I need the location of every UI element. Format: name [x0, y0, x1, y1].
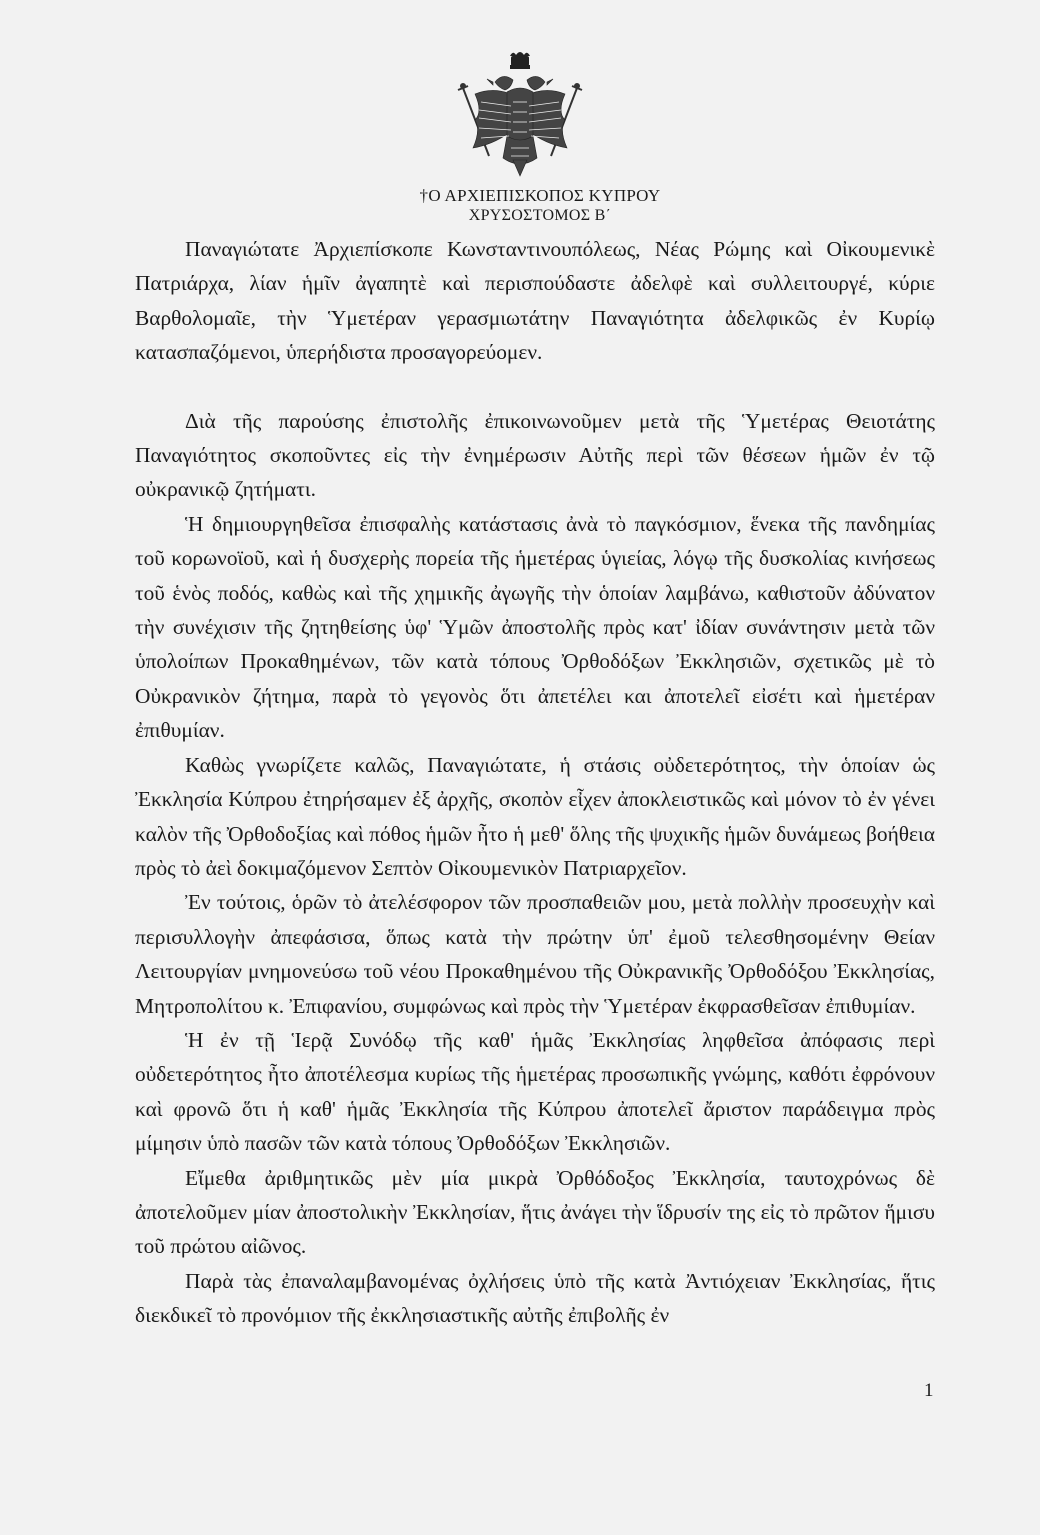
double-headed-eagle-icon: [455, 52, 585, 182]
paragraph-salutation: Παναγιώτατε Ἀρχιεπίσκοπε Κωνσταντινουπόλεως, Νέας Ρώμης καὶ Οἰκουμενικὲ Πατριάρχα, λίαν ἡμῖν ἀγαπητὲ καὶ περισπούδαστε ἀδελφὲ καὶ συλλειτουργέ, κύριε Βαρθολομαῖε, τὴν Ὑμετέραν γερασμιωτάτην Παναγιότητα ἀδελφικῶς ἐν Κυρίῳ κατασπαζόμενοι, ὑπερήδιστα προσαγορεύομεν.: [135, 237, 935, 365]
paragraph: Διὰ τῆς παρούσης ἐπιστολῆς ἐπικοινωνοῦμεν μετὰ τῆς Ὑμετέρας Θειοτάτης Παναγιότητος σκοποῦντες εἰς τὴν ἐνημέρωσιν Αὐτῆς περὶ τῶν θέσεων ἡμῶν ἐν τῷ οὐκρανικῷ ζητήματι.: [135, 408, 935, 502]
paragraph: Ἡ ἐν τῇ Ἱερᾷ Συνόδῳ τῆς καθ' ἡμᾶς Ἐκκλησίας ληφθεῖσα ἀπόφασις περὶ οὐδετερότητος ἦτο ἀποτέλεσμα κυρίως τῆς ἡμετέρας προσωπικῆς γνώμης, καθότι ἐφρόνουν καὶ φρονῶ ὅτι ἡ καθ' ἡμᾶς Ἐκκλησία τῆς Κύπρου ἀποτελεῖ ἄριστον παράδειγμα πρὸς μίμησιν ὑπὸ πασῶν τῶν κατὰ τόπους Ὀρθοδόξων Ἐκκλησιῶν.: [135, 1027, 935, 1156]
letterhead-title: †Ο ΑΡΧΙΕΠΙΣΚΟΠΟΣ ΚΥΠΡΟΥ: [419, 186, 661, 205]
paragraph: Ἡ δημιουργηθεῖσα ἐπισφαλὴς κατάστασις ἀνὰ τὸ παγκόσμιον, ἕνεκα τῆς πανδημίας τοῦ κορωνοϊοῦ, καὶ ἡ δυσχερὴς πορεία τῆς ἡμετέρας ὑγιείας, λόγῳ τῆς δυσκολίας κινήσεως τοῦ ἑνὸς ποδός, καθὼς καὶ τῆς χημικῆς ἀγωγῆς τὴν ὁποίαν λαμβάνω, καθιστοῦν ἀδύνατον τὴν συνέχισιν τῆς ζητηθείσης ὑφ' Ὑμῶν ἀποστολῆς πρὸς κατ' ἰδίαν συνάντησιν μετὰ τῶν ὑπολοίπων Προκαθημένων, τῶν κατὰ τόπους Ὀρθοδόξων Ἐκκλησιῶν, σχετικῶς μὲ τὸ Οὐκρανικὸν ζήτημα, παρὰ τὸ γεγονὸς ὅτι ἀπετέλει και ἀποτελεῖ εἰσέτι καὶ ἡμετέραν ἐπιθυμίαν.: [135, 511, 935, 743]
paragraph: Καθὼς γνωρίζετε καλῶς, Παναγιώτατε, ἡ στάσις οὐδετερότητος, τὴν ὁποίαν ὡς Ἐκκλησία Κύπρου ἐτηρήσαμεν ἐξ ἀρχῆς, σκοπὸν εἶχεν ἀποκλειστικῶς καὶ μόνον τὸ ἐν γένει καλὸν τῆς Ὀρθοδοξίας καὶ πόθος ἡμῶν ἦτο ἡ μεθ' ὅλης τῆς ψυχικῆς ἡμῶν δυνάμεως βοήθεια πρὸς τὸ ἀεὶ δοκιμαζόμενον Σεπτὸν Οἰκουμενικὸν Πατριαρχεῖον.: [135, 752, 935, 880]
letterhead-subtitle: ΧΡΥΣΟΣΤΟΜΟΣ Β΄: [468, 207, 612, 224]
paragraph: Εἴμεθα ἀριθμητικῶς μὲν μία μικρὰ Ὀρθόδοξος Ἐκκλησία, ταυτοχρόνως δὲ ἀποτελοῦμεν μίαν ἀποστολικὴν Ἐκκλησίαν, ἥτις ἀνάγει τὴν ἵδρυσίν της εἰς τὸ πρῶτον ἥμισυ τοῦ πρώτου αἰῶνος.: [135, 1165, 935, 1259]
paragraph: Παρὰ τὰς ἐπαναλαμβανομένας ὀχλήσεις ὑπὸ τῆς κατὰ Ἀντιόχειαν Ἐκκλησίας, ἥτις διεκδικεῖ τὸ προνόμιον τῆς ἐκκλησιαστικῆς αὐτῆς ἐπιβολῆς ἐν: [135, 1268, 935, 1328]
page-number: 1: [924, 1380, 934, 1401]
paragraph: Ἐν τούτοις, ὁρῶν τὸ ἀτελέσφορον τῶν προσπαθειῶν μου, μετὰ πολλὴν προσευχὴν καὶ περισυλλογὴν ἀπεφάσισα, ὅπως κατὰ τὴν πρώτην ὑπ' ἐμοῦ τελεσθησομένην Θείαν Λειτουργίαν μνημονεύσω τοῦ νέου Προκαθημένου τῆς Οὐκρανικῆς Ὀρθοδόξου Ἐκκλησίας, Μητροπολίτου κ. Ἐπιφανίου, συμφώνως καὶ πρὸς τὴν Ὑμετέραν ἐκφρασθεῖσαν ἐπιθυμίαν.: [135, 890, 935, 1018]
letter-body: [135, 232, 935, 1333]
